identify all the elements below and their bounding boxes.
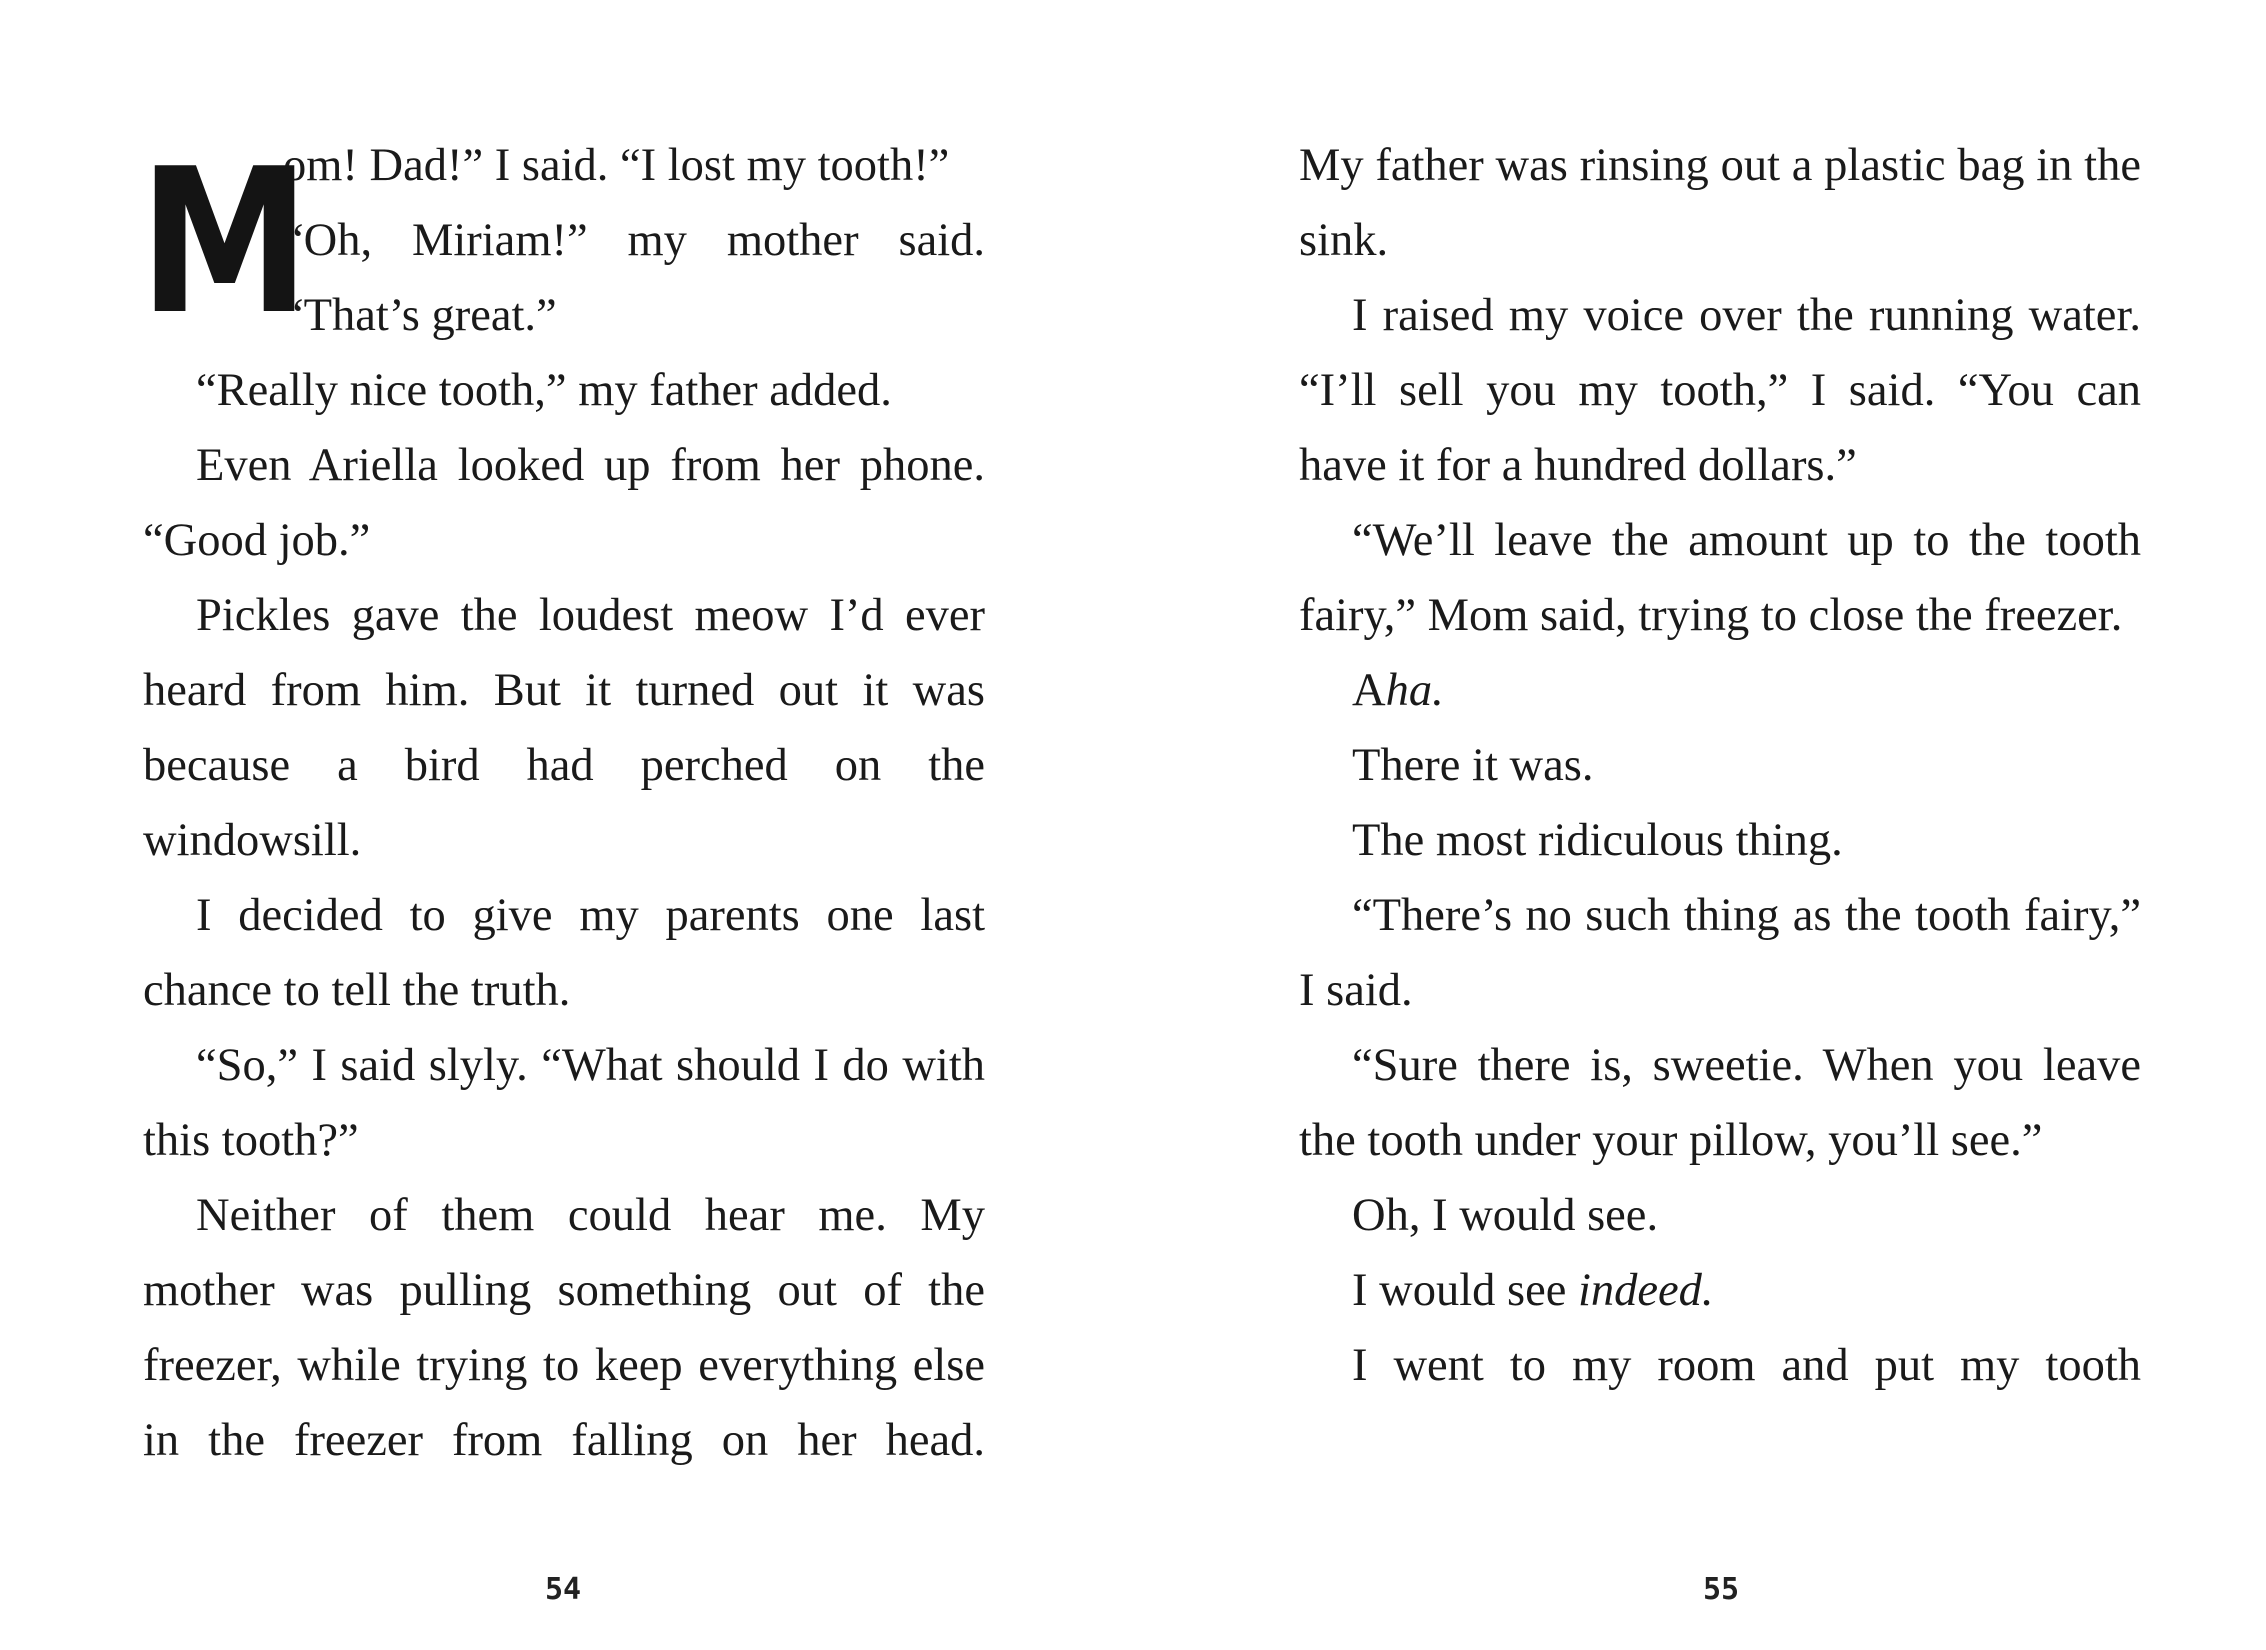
paragraph: “We’ll leave the amount up to the tooth fairy,” Mom said, trying to close the freezer. (1299, 515, 2141, 641)
left-page-text (139, 126, 985, 1478)
page-number: 54 (545, 1572, 582, 1607)
paragraph: “So,” I said slyly. “What should I do with this tooth?” (143, 1040, 985, 1166)
paragraph: “Really nice tooth,” my father added. (196, 365, 892, 416)
see-indeed-italic: indeed. (1577, 1265, 1714, 1316)
paragraph: Even Ariella looked up from her phone. “Good job.” (143, 440, 985, 566)
paragraph: Pickles gave the loudest meow I’d ever heard from him. But it turned out it was because a bird had perched on the windowsill. (143, 590, 985, 866)
right-page-text (1299, 128, 2141, 1403)
paragraph: “There’s no such thing as the tooth fairy,” I said. (1299, 890, 2141, 1016)
paragraph-text: “Oh, Miriam!” my mother said. “That’s great.” (283, 215, 985, 341)
paragraph: I went to my room and put my tooth (1352, 1340, 2141, 1391)
paragraph: “Sure there is, sweetie. When you leave the tooth under your pillow, you’ll see.” (1299, 1040, 2141, 1166)
paragraph: There it was. (1352, 740, 1594, 791)
paragraph-text: om! Dad!” I said. “I lost my tooth!” (283, 140, 950, 191)
paragraph-see-indeed (1299, 1253, 2141, 1328)
paragraph: Oh, I would see. (1352, 1190, 1659, 1241)
paragraph: I raised my voice over the running water. “I’ll sell you my tooth,” I said. “You can have it for a hundred dollars.” (1299, 290, 2141, 491)
paragraph: I decided to give my parents one last chance to tell the truth. (143, 890, 985, 1016)
paragraph: The most ridiculous thing. (1352, 815, 1843, 866)
drop-cap: M (139, 126, 306, 359)
page-number: 55 (1703, 1572, 1740, 1607)
see-indeed-prefix: I would see (1352, 1265, 1578, 1316)
paragraph-aha (1299, 653, 2141, 728)
aha-prefix: A (1352, 665, 1386, 716)
aha-italic: ha. (1385, 665, 1444, 716)
paragraph: My father was rinsing out a plastic bag in the sink. (1299, 140, 2141, 266)
paragraph: Neither of them could hear me. My mother was pulling something out of the freezer, while trying to keep everything else in the freezer from falling on her head. (143, 1190, 985, 1466)
right-page (1133, 0, 2266, 1650)
